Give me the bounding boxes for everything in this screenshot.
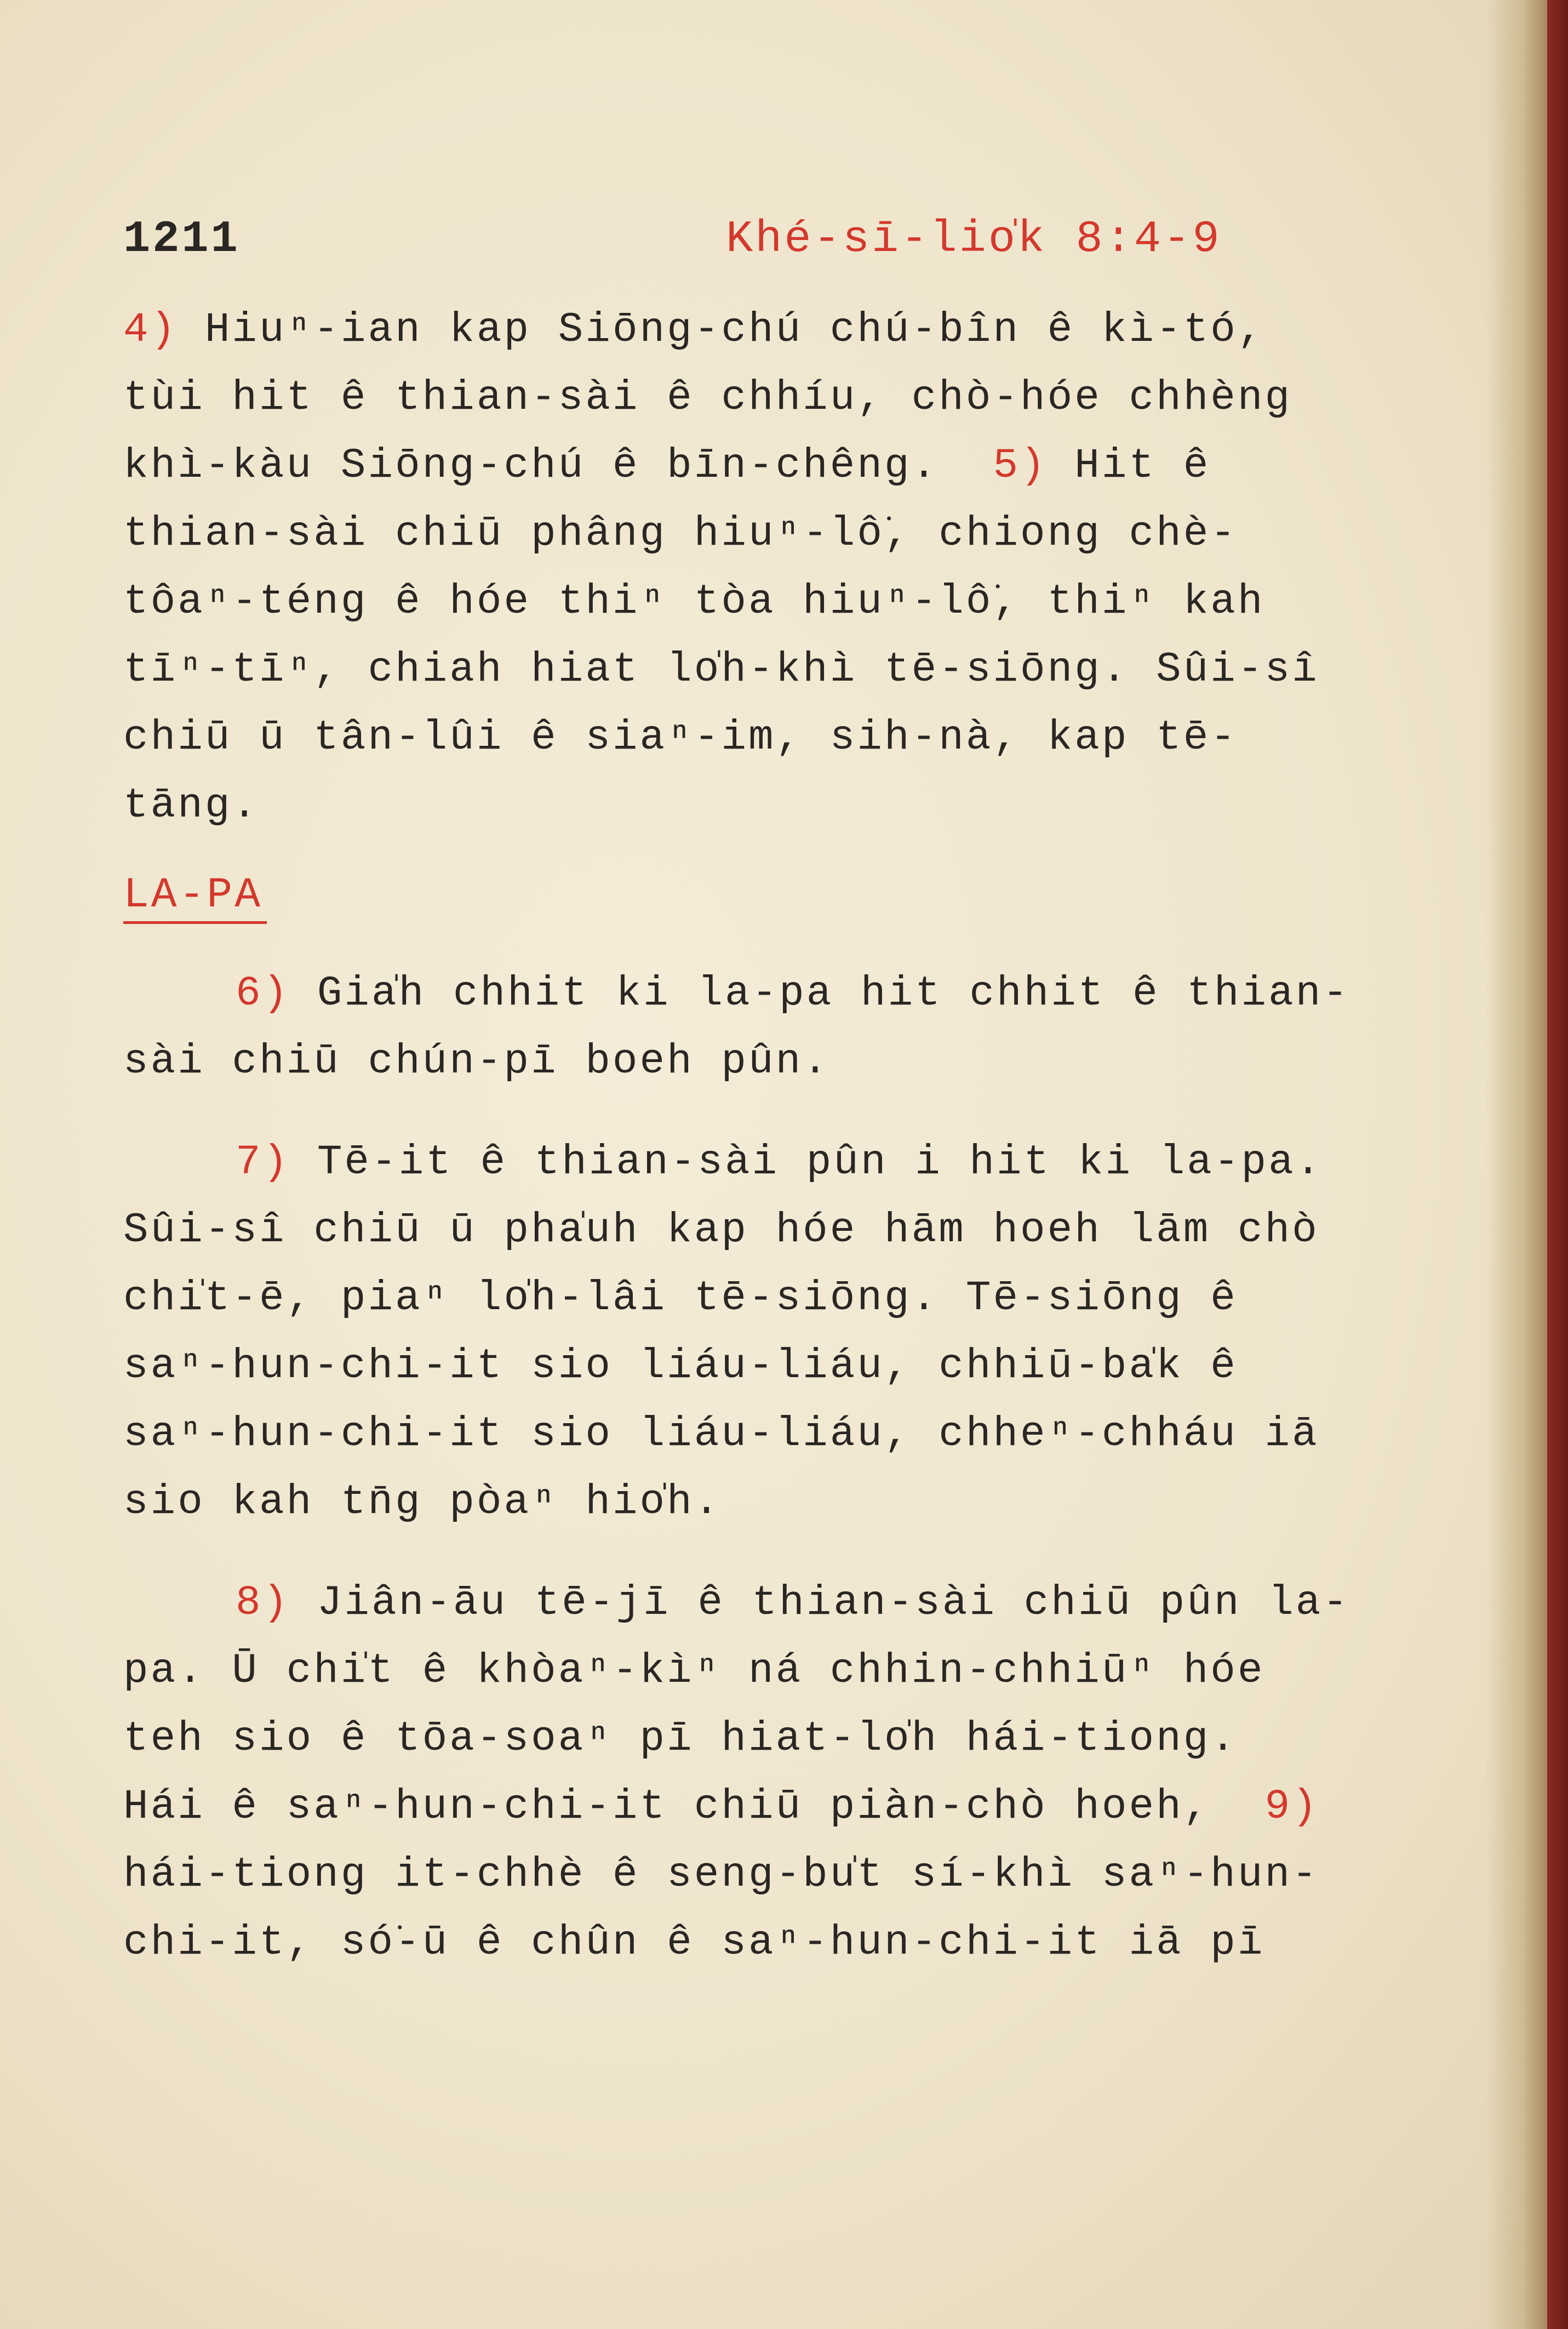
page-header [123,214,1400,296]
verse-number: 7) [236,1139,290,1186]
line-text: chi-it, só͘-ū ê chûn ê saⁿ-hun-chi-it iā pī [123,1919,1265,1966]
paragraph-verses-8-9 [123,1569,1400,1977]
text-line [123,432,1400,500]
line-text: hái-tiong it-chhè ê seng-bu̍t sí-khì saⁿ-hun- [123,1851,1319,1898]
line-text: tùi hit ê thian-sài ê chhíu, chò-hóe chhèng [123,374,1292,421]
line-text: pa. Ū chi̍t ê khòaⁿ-kìⁿ ná chhin-chhiūⁿ hóe [123,1647,1265,1694]
text-line [123,960,1400,1028]
text-line [123,1637,1400,1705]
line-text: tāng. [123,782,260,829]
line-text: chiū ū tân-lûi ê siaⁿ-im, sih-nà, kap tē- [123,714,1238,761]
line-text: Gia̍h chhit ki la-pa hit chhit ê thian- [290,970,1350,1017]
text-line [123,1909,1400,1977]
verse-number: 9) [1264,1783,1319,1830]
book-cover-edge [1547,0,1568,2329]
text-line [123,1841,1400,1909]
page-content [123,214,1400,1977]
text-line [123,1128,1400,1196]
text-line [123,296,1400,364]
section-heading: LA-PA [123,861,262,929]
line-text: tīⁿ-tīⁿ, chiah hiat lo̍h-khì tē-siōng. Sûi-sî [123,646,1319,693]
text-line [123,704,1400,772]
paragraph-verse-7 [123,1128,1400,1536]
line-text: saⁿ-hun-chi-it sio liáu-liáu, chhiū-ba̍k ê [123,1343,1238,1390]
line-text: thian-sài chiū phâng hiuⁿ-lô͘, chiong chè- [123,510,1238,557]
text-line [123,1196,1400,1264]
verse-number: 5) [993,442,1048,489]
text-line [123,1468,1400,1536]
line-text: tôaⁿ-téng ê hóe thiⁿ tòa hiuⁿ-lô͘, thiⁿ kah [123,578,1265,625]
line-text: Hit ê [1047,442,1211,489]
verse-number: 6) [236,970,290,1017]
line-text: Tē-it ê thian-sài pûn i hit ki la-pa. [290,1139,1323,1186]
line-text: khì-kàu Siōng-chú ê bīn-chêng. [123,442,993,489]
text-line [123,636,1400,704]
text-line [123,1705,1400,1773]
text-line [123,1400,1400,1468]
paragraph-verses-4-5 [123,296,1400,840]
text-line [123,364,1400,432]
line-text: Sûi-sî chiū ū pha̍uh kap hóe hām hoeh lām chò [123,1207,1319,1254]
text-line [123,500,1400,568]
line-text: sio kah tn̄g pòaⁿ hio̍h. [123,1479,722,1526]
text-line [123,1264,1400,1332]
text-line [123,1773,1400,1841]
line-text: teh sio ê tōa-soaⁿ pī hiat-lo̍h hái-tiong. [123,1715,1238,1762]
line-text: chi̍t-ē, piaⁿ lo̍h-lâi tē-siōng. Tē-siōng ê [123,1275,1238,1322]
text-line [123,1332,1400,1400]
line-text: Hái ê saⁿ-hun-chi-it chiū piàn-chò hoeh, [123,1783,1265,1830]
page-number: 1211 [123,214,240,265]
running-title: Khé-sī-lio̍k 8:4-9 [726,214,1222,265]
text-line [123,1028,1400,1095]
paragraph-verse-6 [123,960,1400,1095]
text-line [123,1569,1400,1637]
verse-number: 8) [236,1579,290,1626]
line-text: Hiuⁿ-ian kap Siōng-chú chú-bîn ê kì-tó, [178,306,1265,353]
line-text: saⁿ-hun-chi-it sio liáu-liáu, chheⁿ-chháu iā [123,1411,1319,1458]
verse-number: 4) [123,306,178,353]
text-line [123,568,1400,636]
text-line [123,772,1400,840]
line-text: sài chiū chún-pī boeh pûn. [123,1038,830,1085]
line-text: Jiân-āu tē-jī ê thian-sài chiū pûn la- [290,1579,1350,1626]
